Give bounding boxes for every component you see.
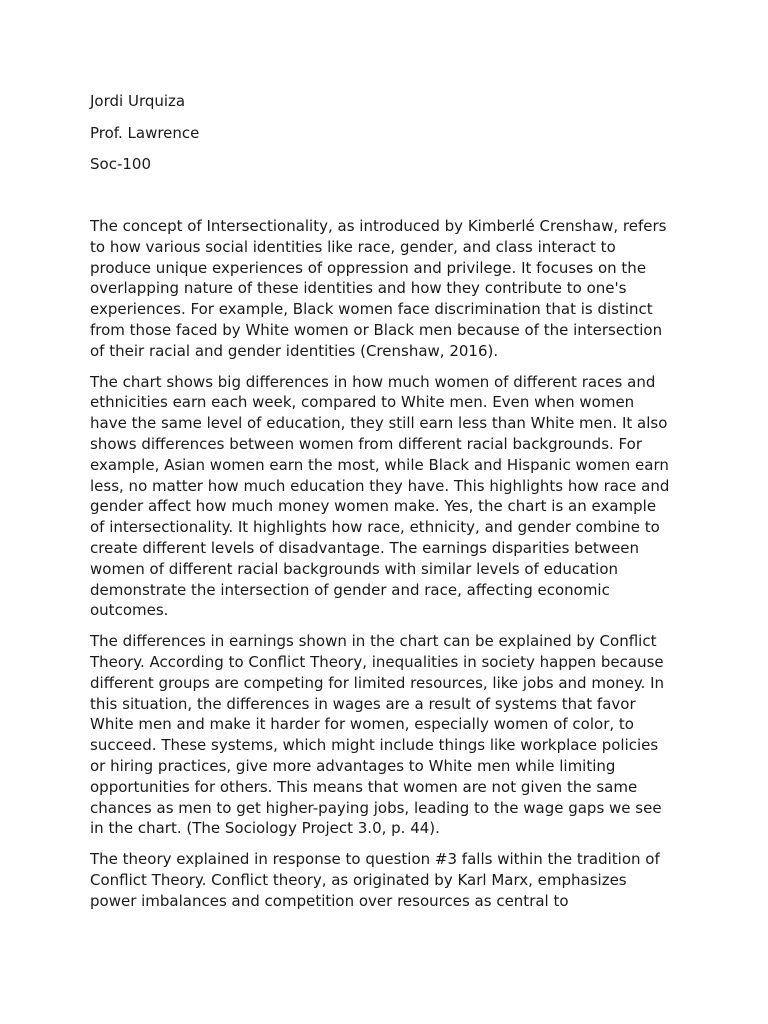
- paragraph-line: The differences in earnings shown in the chart can be explained by Conflict: [90, 632, 657, 651]
- paragraph-4: [90, 849, 682, 911]
- paragraph-line: example, Asian women earn the most, while Black and Hispanic women earn: [90, 455, 669, 474]
- paragraph-line: Theory. According to Conflict Theory, inequalities in society happen because: [90, 652, 664, 671]
- paragraph-line: this situation, the differences in wages are a result of systems that favor: [90, 694, 636, 713]
- paragraph-line: or hiring practices, give more advantages to White men while limiting: [90, 756, 616, 775]
- paragraph-line: The chart shows big differences in how much women of different races and: [90, 372, 656, 391]
- essay-body: [90, 216, 682, 922]
- paragraph-line: shows differences between women from different racial backgrounds. For: [90, 434, 642, 453]
- paragraph-line: women of different racial backgrounds with similar levels of education: [90, 559, 619, 578]
- professor-name: Prof. Lawrence: [90, 123, 200, 142]
- paragraph-line: gender affect how much money women make. Yes, the chart is an example: [90, 497, 657, 516]
- course-code: Soc-100: [90, 155, 151, 173]
- paragraph-line: succeed. These systems, which might include things like workplace policies: [90, 736, 659, 755]
- paragraph-line: of their racial and gender identities (Crenshaw, 2016).: [90, 341, 499, 360]
- paragraph-line: produce unique experiences of oppression and privilege. It focuses on the: [90, 258, 647, 277]
- paragraph-line: ethnicities earn each week, compared to White men. Even when women: [90, 393, 635, 412]
- paragraph-line: experiences. For example, Black women face discrimination that is distinct: [90, 300, 653, 319]
- paragraph-line: The concept of Intersectionality, as introduced by Kimberlé Crenshaw, refers: [90, 217, 667, 235]
- paragraph-line: different groups are competing for limited resources, like jobs and money. In: [90, 673, 665, 692]
- paragraph-1: [90, 216, 682, 362]
- paragraph-line: chances as men to get higher-paying jobs, leading to the wage gaps we see: [90, 798, 662, 817]
- paragraph-line: Conflict Theory. Conflict theory, as originated by Karl Marx, emphasizes: [90, 870, 627, 889]
- paragraph-line: less, no matter how much education they have. This highlights how race and: [90, 476, 670, 495]
- paragraph-line: White men and make it harder for women, especially women of color, to: [90, 715, 634, 734]
- student-name: Jordi Urquiza: [90, 92, 186, 110]
- paragraph-line: opportunities for others. This means that women are not given the same: [90, 777, 638, 796]
- paragraph-line: outcomes.: [90, 601, 169, 620]
- paragraph-2: [90, 372, 682, 622]
- paragraph-line: create different levels of disadvantage. The earnings disparities between: [90, 538, 640, 557]
- paragraph-3: [90, 631, 682, 839]
- paragraph-line: to how various social identities like race, gender, and class interact to: [90, 237, 616, 256]
- paragraph-line: of intersectionality. It highlights how race, ethnicity, and gender combine to: [90, 518, 660, 537]
- paragraph-line: demonstrate the intersection of gender and race, affecting economic: [90, 580, 610, 599]
- paragraph-line: overlapping nature of these identities and how they contribute to one's: [90, 279, 627, 298]
- paragraph-line: power imbalances and competition over resources as central to: [90, 891, 569, 910]
- paragraph-line: The theory explained in response to question #3 falls within the tradition of: [90, 850, 660, 869]
- paragraph-line: from those faced by White women or Black men because of the intersection: [90, 320, 663, 339]
- paragraph-line: have the same level of education, they still earn less than White men. It also: [90, 414, 668, 433]
- paragraph-line: in the chart. (The Sociology Project 3.0, p. 44).: [90, 819, 440, 838]
- header-block: [90, 90, 690, 185]
